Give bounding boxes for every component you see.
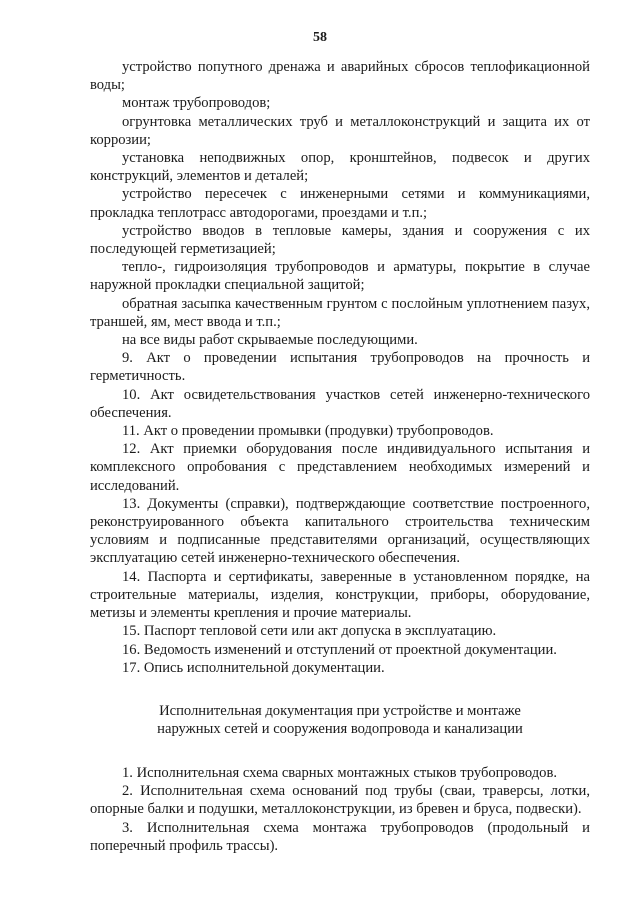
list-item: 12. Акт приемки оборудования после индивидуального испытания и комплексного опробования с представлением необходимых измерений и исследований. xyxy=(90,441,590,494)
list-item: на все виды работ скрываемые последующими. xyxy=(122,332,418,349)
list-item: 9. Акт о проведении испытания трубопроводов на прочность и герметичность. xyxy=(90,350,590,385)
list-item: установка неподвижных опор, кронштейнов, подвесок и других конструкций, элементов и деталей; xyxy=(90,150,590,185)
list-item: 1. Исполнительная схема сварных монтажных стыков трубопроводов. xyxy=(122,764,558,781)
document-body xyxy=(90,58,590,855)
section-heading-line: Исполнительная документация при устройстве и монтаже xyxy=(159,702,521,719)
list-item: 16. Ведомость изменений и отступлений от проектной документации. xyxy=(122,641,557,658)
section-heading-line: наружных сетей и сооружения водопровода и канализации xyxy=(157,721,523,738)
list-item: устройство попутного дренажа и аварийных сбросов теплофикационной воды; xyxy=(90,59,590,94)
list-item: 2. Исполнительная схема оснований под трубы (сваи, траверсы, лотки, опорные балки и подушки, металлоконструкции, из бревен и бруса, подвески). xyxy=(90,783,590,818)
list-item: устройство вводов в тепловые камеры, здания и сооружения с их последующей герметизацией; xyxy=(90,222,590,258)
list-item: 3. Исполнительная схема монтажа трубопроводов (продольный и поперечный профиль трассы). xyxy=(90,819,590,854)
list-item: 10. Акт освидетельствования участков сетей инженерно-технического обеспечения. xyxy=(90,386,590,421)
list-item: монтаж трубопроводов; xyxy=(122,95,271,112)
list-item: 11. Акт о проведении промывки (продувки) трубопроводов. xyxy=(122,423,494,440)
list-item: 15. Паспорт тепловой сети или акт допуска в эксплуатацию. xyxy=(122,623,497,640)
list-item: 13. Документы (справки), подтверждающие соответствие построенного, реконструированного объекта капитального строительства техническим условиям и подписанные представителями организаций, осуществляющих эксплуатацию сетей инженерно-технического обеспечения. xyxy=(90,495,590,567)
list-item: обратная засыпка качественным грунтом с послойным уплотнением пазух, траншей, ям, мест ввода и т.п.; xyxy=(90,295,590,330)
page-number: 58 xyxy=(313,30,327,45)
section-heading xyxy=(90,702,590,739)
list-item: устройство пересечек с инженерными сетями и коммуникациями, прокладка теплотрасс автодорогами, проездами и т.п.; xyxy=(90,186,590,221)
list-item: тепло-, гидроизоляция трубопроводов и арматуры, покрытие в случае наружной прокладки специальной защитой; xyxy=(90,259,590,294)
list-item: огрунтовка металлических труб и металлоконструкций и защита их от коррозии; xyxy=(90,113,590,148)
list-item: 17. Опись исполнительной документации. xyxy=(122,659,385,676)
list-item: 14. Паспорта и сертификаты, заверенные в установленном порядке, на строительные материалы, изделия, конструкции, приборы, оборудование, метизы и элементы крепления и прочие материалы. xyxy=(90,568,590,622)
